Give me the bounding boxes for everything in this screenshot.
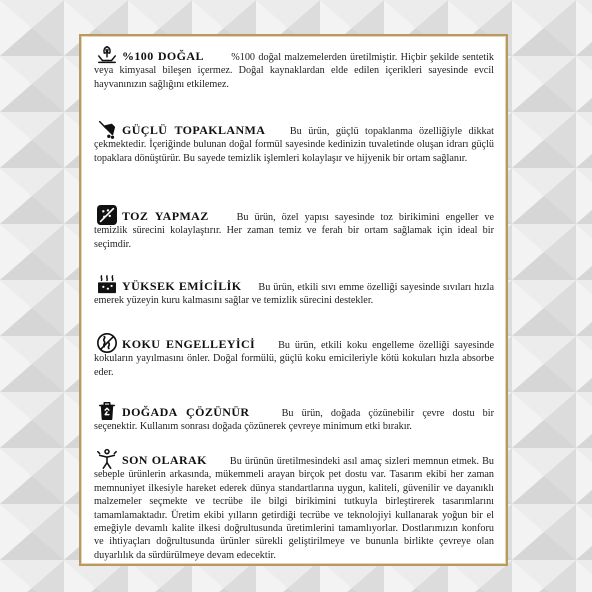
section-dustfree [94, 204, 494, 251]
section-body: %100 doğal malzemelerden üretilmiştir. Hiçbir şekilde sentetik veya kimyasal bileşen içermez. Doğal kaynaklardan elde edilen içerikleri sayesinde evcil hayvanınızın sağlığını etkilemez. [94, 52, 494, 90]
no-odor-icon [96, 332, 118, 354]
content-card [79, 34, 508, 566]
section-natural [94, 44, 494, 91]
section-clumping [94, 118, 494, 165]
section-body: Bu ürün, etkili koku engelleme özelliği sayesinde kokuların yayılmasını önler. Doğal formülü, güçlü koku emicileriyle kötü kokuları hızla absorbe eder. [94, 340, 494, 378]
absorb-icon [96, 274, 118, 296]
section-title: TOZ YAPMAZ [122, 209, 209, 223]
section-title: %100 DOĞAL [122, 49, 204, 63]
section-body: Bu ürün, doğada çözünebilir çevre dostu bir seçenektir. Kullanım sonrası doğada çözünerek çevreye minimum etki bırakır. [94, 408, 495, 433]
section-title: KOKU ENGELLEYİCİ [122, 337, 256, 351]
leaf-hands-icon [96, 44, 118, 66]
person-icon [96, 448, 118, 470]
no-dust-icon [96, 204, 118, 226]
section-body: Bu ürün, etkili sıvı emme özelliği sayesinde sıvıları hızla emerek yüzeyin kuru kalmasını sağlar ve temizlik sürecini destekler. [94, 282, 494, 307]
section-body: Bu ürün, özel yapısı sayesinde toz birikimini engeller ve temizlik sürecini kolaylaştırır. Her zaman temiz ve ferah bir ortam sağlamak için ideal bir seçimdir. [94, 212, 494, 250]
section-biodegradable [94, 400, 494, 434]
section-title: GÜÇLÜ TOPAKLANMA [122, 123, 266, 137]
section-finally [94, 448, 494, 562]
section-body: Bu ürün, güçlü topaklanma özelliğiyle dikkat çekmektedir. İçeriğinde bulunan doğal formül sayesinde kedinizin tuvaletinde oluşan idrarı güçlü topaklara dönüştürür. Bu sayede temizlik işlemleri kolaylaşır ve hijyenik bir ortam sağlanır. [94, 126, 494, 164]
section-body: Bu ürünün üretilmesindeki asıl amaç sizleri memnun etmek. Bu sebeple ürünlerin arkasında, mükemmeli arayan birçok pet dostu var. Tasarım ekibi her zaman memnuniyet ilkesiyle hareket ederek dünya standartlarına uygun, kaliteli, güvenilir ve dayanıklı malzemeler seçmekte ve tecrübe ile bilgi birikimini tutkuyla birleştirerek tasarımlarını tamamlamaktadır. Üretim ekibi yılların getirdiği tecrübe ve teknolojiyi kullanarak yoğun bir el emeğiyle devamlı kalite ilkesi doğrultusunda üretimlerini tamamlıyorlar. Dostlarımızın konforu ve ihtiyaçları doğrultusunda ürünler sürekli geliştirilmeye ve bununla birlikte çevreye olan duyarlılık da sürdürülmeye devam edecektir. [94, 456, 495, 561]
section-title: YÜKSEK EMİCİLİK [122, 279, 242, 293]
scoop-icon [96, 118, 118, 140]
recycle-bin-icon [96, 400, 118, 422]
section-odor [94, 332, 494, 379]
section-absorbent [94, 274, 494, 308]
section-title: SON OLARAK [122, 453, 207, 467]
section-title: DOĞADA ÇÖZÜNÜR [122, 405, 250, 419]
